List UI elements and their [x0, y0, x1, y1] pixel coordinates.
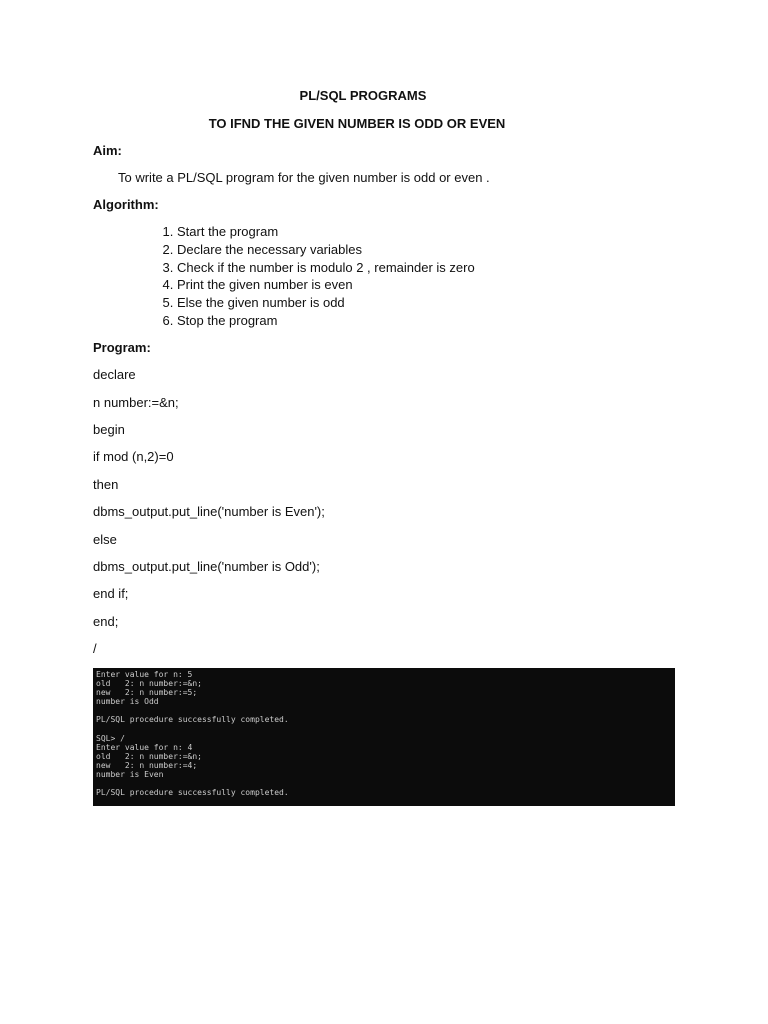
terminal-line: new 2: n number:=5; — [96, 688, 198, 697]
program-line: else — [93, 532, 117, 547]
aim-text: To write a PL/SQL program for the given number is odd or even . — [118, 170, 490, 185]
program-line: begin — [93, 422, 125, 437]
aim-heading: Aim: — [93, 143, 122, 158]
program-line: dbms_output.put_line('number is Odd'); — [93, 559, 320, 574]
program-line: end if; — [93, 586, 129, 601]
algorithm-step: 1. Start the program — [177, 223, 475, 241]
algorithm-heading: Algorithm: — [93, 197, 159, 212]
program-line: n number:=&n; — [93, 395, 179, 410]
program-line: then — [93, 477, 119, 492]
terminal-line: number is Odd — [96, 697, 159, 706]
document-title: PL/SQL PROGRAMS — [299, 88, 427, 103]
program-line: dbms_output.put_line('number is Even'); — [93, 504, 325, 519]
program-heading: Program: — [93, 340, 151, 355]
program-line: declare — [93, 367, 136, 382]
terminal-line: new 2: n number:=4; — [96, 761, 198, 770]
document-subtitle: TO IFND THE GIVEN NUMBER IS ODD OR EVEN — [208, 116, 506, 131]
algorithm-step: 6. Stop the program — [177, 312, 475, 330]
algorithm-step: 3. Check if the number is modulo 2 , remainder is zero — [177, 259, 475, 277]
terminal-line: Enter value for n: 4 — [96, 743, 193, 752]
algorithm-step: 4. Print the given number is even — [177, 276, 475, 294]
algorithm-step: 5. Else the given number is odd — [177, 294, 475, 312]
terminal-line: PL/SQL procedure successfully completed. — [96, 715, 289, 724]
terminal-line: PL/SQL procedure successfully completed. — [96, 788, 289, 797]
program-line: / — [93, 641, 97, 656]
terminal-line: number is Even — [96, 770, 164, 779]
terminal-output-screenshot — [93, 668, 675, 806]
algorithm-step: 2. Declare the necessary variables — [177, 241, 475, 259]
program-line: end; — [93, 614, 119, 629]
algorithm-steps-list — [152, 223, 475, 330]
terminal-line: Enter value for n: 5 — [96, 670, 193, 679]
terminal-line: old 2: n number:=&n; — [96, 752, 202, 761]
terminal-line: SQL> / — [96, 734, 125, 743]
terminal-line: old 2: n number:=&n; — [96, 679, 202, 688]
program-line: if mod (n,2)=0 — [93, 449, 174, 464]
